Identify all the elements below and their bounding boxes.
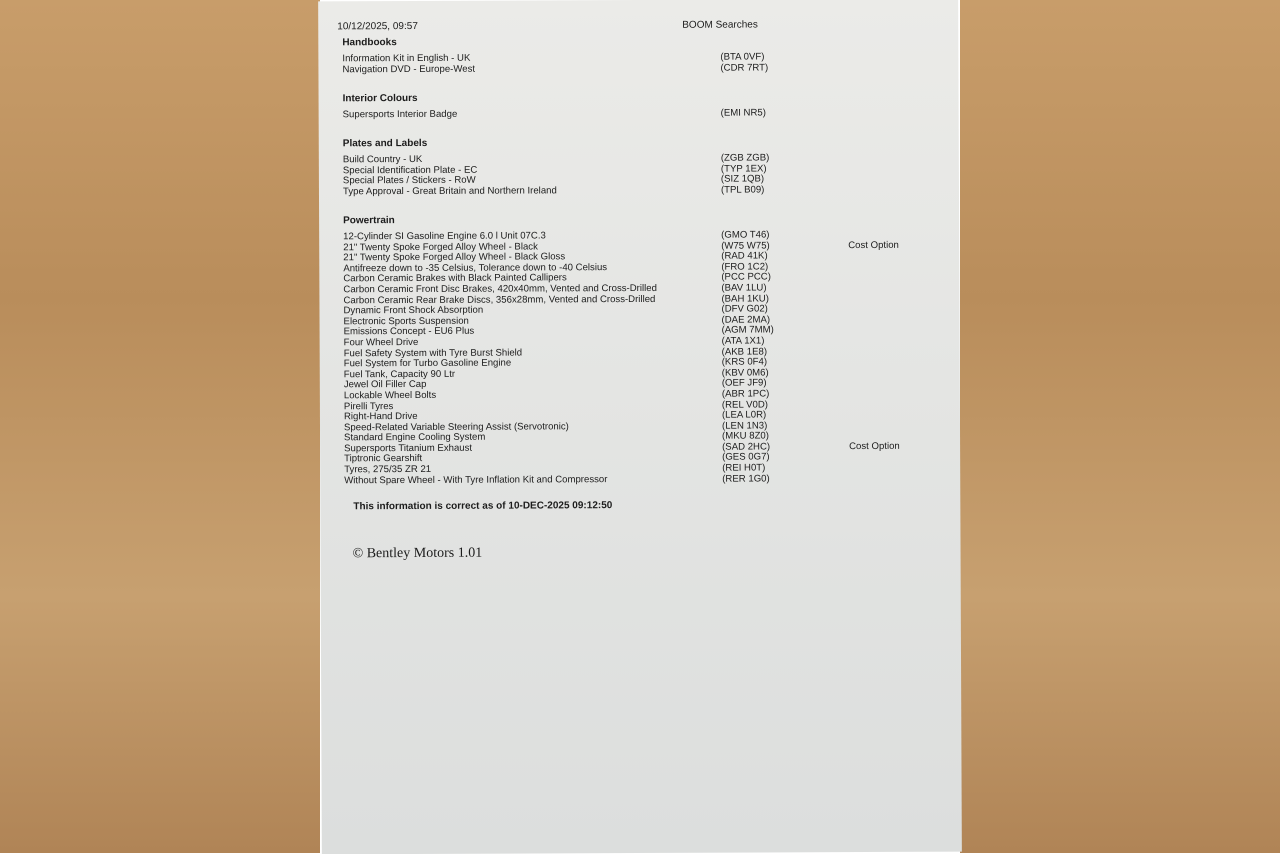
spec-code: (DFV G02) bbox=[721, 303, 768, 315]
cost-option-label: Cost Option bbox=[848, 239, 899, 251]
spec-code: (REL V0D) bbox=[721, 398, 768, 411]
section-rows bbox=[343, 108, 903, 121]
spec-code: (ABR 1PC) bbox=[721, 388, 770, 400]
section-title: Interior Colours bbox=[342, 92, 418, 105]
spec-code: (MKU 8Z0) bbox=[722, 430, 769, 442]
spec-name: Fuel Tank, Capacity 90 Ltr bbox=[343, 368, 456, 381]
section-title: Plates and Labels bbox=[342, 137, 428, 150]
spec-name: Electronic Sports Suspension bbox=[343, 315, 469, 328]
spec-code: (AKB 1E8) bbox=[721, 345, 768, 358]
spec-code: (SIZ 1QB) bbox=[720, 173, 765, 185]
spec-code: (GMO T46) bbox=[721, 229, 770, 241]
spec-code: (LEA L0R) bbox=[721, 409, 767, 421]
spec-name: Carbon Ceramic Rear Brake Discs, 356x28mm, Vented and Cross-Drilled bbox=[343, 293, 656, 306]
spec-name: Carbon Ceramic Front Disc Brakes, 420x40mm, Vented and Cross-Drilled bbox=[343, 282, 657, 296]
spec-code: (AGM 7MM) bbox=[721, 324, 774, 336]
spec-name: Speed-Related Variable Steering Assist (Servotronic) bbox=[343, 420, 569, 433]
spec-name: Lockable Wheel Bolts bbox=[343, 389, 437, 402]
wooden-table-left bbox=[0, 0, 320, 853]
spec-name: Supersports Titanium Exhaust bbox=[344, 442, 473, 455]
spec-code: (SAD 2HC) bbox=[722, 441, 771, 453]
section-interior-colours bbox=[343, 90, 903, 121]
spec-code: (RAD 41K) bbox=[721, 250, 768, 262]
spec-code: (DAE 2MA) bbox=[721, 314, 771, 326]
spec-name: Special Identification Plate - EC bbox=[342, 164, 478, 176]
spec-name: Right-Hand Drive bbox=[343, 411, 418, 423]
copyright-notice: © Bentley Motors 1.01 bbox=[352, 545, 483, 562]
spec-name: Information Kit in English - UK bbox=[342, 52, 471, 65]
spec-name: Fuel Safety System with Tyre Burst Shield bbox=[343, 347, 523, 359]
spec-code: (LEN 1N3) bbox=[721, 420, 768, 432]
spec-code: (CDR 7RT) bbox=[720, 62, 769, 74]
spec-code: (REI H0T) bbox=[722, 462, 766, 474]
spec-code: (BAV 1LU) bbox=[721, 282, 767, 294]
spec-code: (ATA 1X1) bbox=[721, 335, 765, 347]
spec-code: (TPL B09) bbox=[720, 184, 765, 196]
spec-code: (FRO 1C2) bbox=[721, 261, 769, 273]
spec-code: (TYP 1EX) bbox=[720, 163, 767, 175]
spec-row bbox=[343, 185, 903, 198]
spec-name: Four Wheel Drive bbox=[343, 336, 419, 349]
spec-name: 21" Twenty Spoke Forged Alloy Wheel - Black bbox=[343, 241, 538, 253]
spec-name: Emissions Concept - EU6 Plus bbox=[343, 326, 475, 338]
section-plates-and-labels bbox=[343, 135, 903, 198]
spec-name: Navigation DVD - Europe-West bbox=[342, 63, 476, 75]
spec-code: (GES 0G7) bbox=[722, 451, 770, 464]
spec-code: (EMI NR5) bbox=[720, 107, 766, 119]
spec-name: Dynamic Front Shock Absorption bbox=[343, 304, 484, 317]
spec-row bbox=[342, 62, 902, 75]
spec-code: (BTA 0VF) bbox=[720, 51, 765, 63]
spec-code: (KBV 0M6) bbox=[721, 367, 769, 379]
section-rows bbox=[343, 153, 903, 198]
section-title: Handbooks bbox=[342, 37, 397, 49]
spec-name: 21" Twenty Spoke Forged Alloy Wheel - Black Gloss bbox=[343, 251, 566, 264]
spec-row bbox=[343, 108, 903, 121]
spec-name: Carbon Ceramic Brakes with Black Painted Callipers bbox=[343, 272, 567, 285]
spec-code: (ZGB ZGB) bbox=[720, 152, 770, 164]
spec-code: (OEF JF9) bbox=[721, 377, 767, 389]
spec-name: Tiptronic Gearshift bbox=[344, 453, 423, 465]
spec-name: Jewel Oil Filler Cap bbox=[343, 379, 427, 391]
section-powertrain bbox=[343, 212, 904, 487]
spec-name: Fuel System for Turbo Gasoline Engine bbox=[343, 357, 512, 370]
spec-name: Pirelli Tyres bbox=[343, 400, 394, 412]
printed-page bbox=[318, 0, 962, 854]
spec-code: (PCC PCC) bbox=[721, 271, 771, 284]
cost-option-label: Cost Option bbox=[849, 440, 900, 452]
section-rows bbox=[342, 52, 902, 76]
print-datetime: 10/12/2025, 09:57 bbox=[337, 20, 418, 33]
spec-name: Type Approval - Great Britain and Northern Ireland bbox=[342, 185, 557, 198]
spec-code: (W75 W75) bbox=[721, 240, 770, 252]
spec-code: (KRS 0F4) bbox=[721, 356, 768, 368]
spec-name: Standard Engine Cooling System bbox=[344, 431, 486, 444]
spec-name: Special Plates / Stickers - RoW bbox=[342, 174, 476, 187]
section-rows bbox=[343, 230, 904, 487]
spec-name: Without Spare Wheel - With Tyre Inflation Kit and Compressor bbox=[344, 473, 608, 486]
spec-row bbox=[344, 474, 904, 487]
information-timestamp-note: This information is correct as of 10-DEC-2025 09:12:50 bbox=[353, 500, 613, 513]
spec-name: Antifreeze down to -35 Celsius, Tolerance down to -40 Celsius bbox=[343, 261, 608, 275]
spec-name: Tyres, 275/35 ZR 21 bbox=[344, 463, 432, 476]
spec-code: (RER 1G0) bbox=[722, 473, 770, 485]
spec-name: Supersports Interior Badge bbox=[342, 108, 458, 121]
spec-name: 12-Cylinder SI Gasoline Engine 6.0 l Unit 07C.3 bbox=[343, 230, 546, 243]
print-title: BOOM Searches bbox=[682, 19, 758, 31]
spec-code: (BAH 1KU) bbox=[721, 292, 769, 305]
spec-name: Build Country - UK bbox=[342, 153, 423, 166]
section-title: Powertrain bbox=[343, 215, 395, 227]
section-handbooks bbox=[342, 34, 902, 76]
wooden-table-right bbox=[960, 0, 1280, 853]
